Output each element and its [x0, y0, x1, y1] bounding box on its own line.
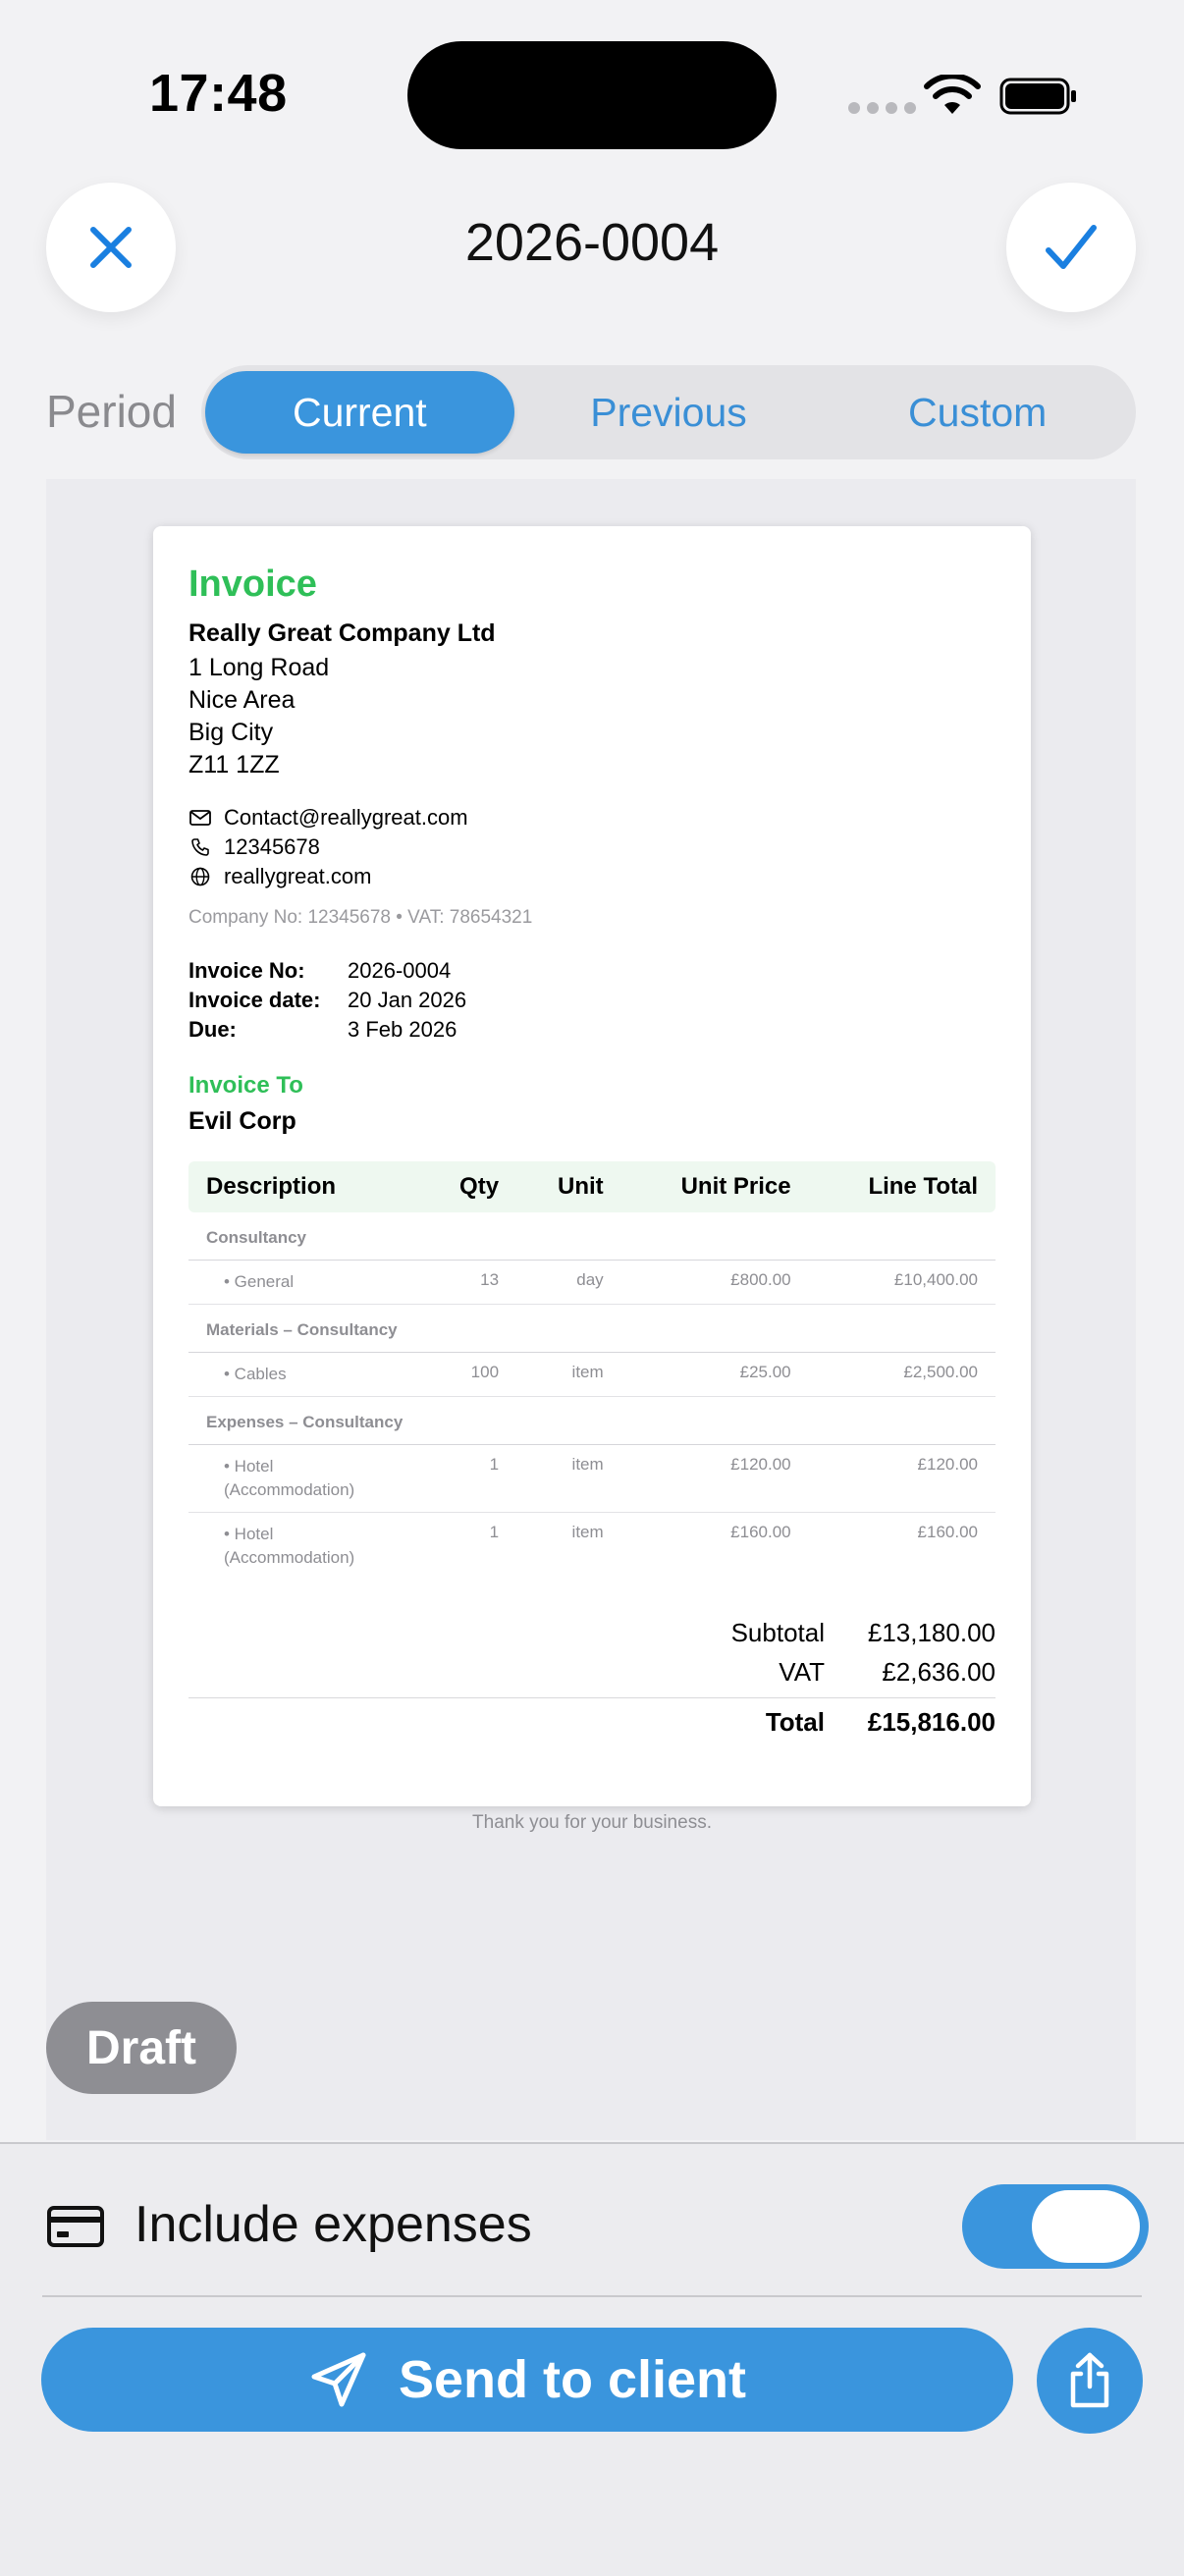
table-row: [188, 1261, 996, 1305]
group-name: Expenses – Consultancy: [188, 1397, 996, 1445]
website-row: [188, 862, 996, 891]
phone-icon: [188, 835, 212, 859]
address-line: Z11 1ZZ: [188, 751, 280, 778]
table-row: [188, 1445, 996, 1513]
due-date-row: [188, 1015, 996, 1045]
company-phone: 12345678: [224, 834, 320, 859]
wifi-icon: [923, 75, 982, 118]
period-segmented-control: [201, 365, 1136, 459]
phone-row: [188, 832, 996, 862]
item-description-line: • Hotel: [224, 1457, 274, 1476]
battery-icon: [999, 77, 1078, 116]
meta-value: 3 Feb 2026: [348, 1017, 457, 1042]
period-label: Period: [46, 386, 177, 437]
invoice-document: [153, 526, 1031, 1833]
invoice-totals: [188, 1613, 996, 1742]
item-description: [188, 1513, 420, 1581]
item-description: [188, 1445, 420, 1513]
invoice-number-row: [188, 956, 996, 986]
item-qty: 1: [489, 1523, 500, 1541]
status-time: 17:48: [149, 64, 288, 123]
invoice-to-label: Invoice To: [188, 1072, 303, 1099]
period-option-current[interactable]: Current: [205, 371, 514, 454]
company-contacts: [188, 803, 996, 891]
status-badge: Draft: [46, 2002, 237, 2094]
item-line-total: £160.00: [917, 1523, 978, 1541]
share-button[interactable]: [1037, 2328, 1143, 2434]
globe-icon: [188, 865, 212, 888]
item-unit-price: £800.00: [621, 1261, 809, 1305]
company-name: Really Great Company Ltd: [188, 619, 496, 647]
column-header-unit-price: Unit Price: [621, 1161, 809, 1212]
period-option-custom[interactable]: Custom: [908, 389, 1048, 435]
group-row: [188, 1397, 996, 1445]
subtotal-value: £13,180.00: [867, 1617, 996, 1647]
meta-label: Invoice No:: [188, 958, 305, 983]
item-unit: item: [571, 1523, 604, 1541]
panel-divider: [42, 2295, 1142, 2297]
thank-you-note: Thank you for your business.: [472, 1812, 712, 1833]
invoice-meta: [188, 956, 996, 1045]
item-line-total: £2,500.00: [809, 1353, 996, 1397]
invoice-date-row: [188, 986, 996, 1015]
subtotal-label: Subtotal: [730, 1617, 825, 1647]
meta-value: 2026-0004: [348, 958, 452, 983]
item-unit: item: [516, 1353, 621, 1397]
item-description-line: (Accommodation): [224, 1548, 355, 1567]
item-description: [188, 1353, 420, 1397]
item-unit-price: £25.00: [621, 1353, 809, 1397]
column-header-qty: Qty: [420, 1161, 516, 1212]
invoice-heading: Invoice: [188, 564, 317, 605]
item-qty: 1: [420, 1445, 516, 1513]
vat-label: VAT: [779, 1656, 825, 1687]
table-row: [188, 1513, 996, 1581]
totals-divider: [188, 1697, 996, 1742]
subtotal-row: [188, 1613, 996, 1652]
mail-icon: [188, 806, 212, 830]
address-line: Big City: [188, 719, 274, 746]
credit-card-icon: [46, 2203, 105, 2250]
column-header-unit: Unit: [516, 1161, 621, 1212]
table-row: [188, 1353, 996, 1397]
vat-value: £2,636.00: [882, 1656, 996, 1687]
invoice-number-title: 2026-0004: [464, 213, 720, 272]
meta-label: Due:: [188, 1017, 237, 1042]
column-header-line-total: Line Total: [809, 1161, 996, 1212]
item-unit: day: [516, 1261, 621, 1305]
vat-row: [188, 1652, 996, 1691]
item-description-line: (Accommodation): [224, 1480, 355, 1499]
dynamic-island: [407, 41, 777, 149]
meta-label: Invoice date:: [188, 988, 321, 1012]
total-label: Total: [765, 1706, 825, 1737]
address-line: Nice Area: [188, 686, 296, 714]
client-name: Evil Corp: [188, 1107, 296, 1135]
total-row: [188, 1702, 996, 1742]
email-row: [188, 803, 996, 832]
item-unit-price: £120.00: [621, 1445, 809, 1513]
close-button[interactable]: [46, 183, 176, 312]
period-option-previous[interactable]: Previous: [590, 389, 747, 435]
item-description-line: • General: [224, 1272, 295, 1291]
confirm-button[interactable]: [1006, 183, 1136, 312]
total-value: £15,816.00: [867, 1706, 996, 1737]
include-expenses-toggle[interactable]: [962, 2184, 1149, 2269]
address-line: 1 Long Road: [188, 654, 330, 681]
send-to-client-button[interactable]: [41, 2328, 1013, 2432]
company-website: reallygreat.com: [224, 864, 372, 888]
company-registration: Company No: 12345678 • VAT: 78654321: [188, 907, 533, 928]
group-name: Materials – Consultancy: [188, 1305, 996, 1353]
item-unit-price: £160.00: [730, 1523, 791, 1541]
send-to-client-label: Send to client: [398, 2350, 747, 2409]
table-header-row: [188, 1161, 996, 1212]
group-row: [188, 1305, 996, 1353]
line-items-table: [188, 1161, 996, 1580]
item-qty: 100: [420, 1353, 516, 1397]
group-name: Consultancy: [188, 1212, 996, 1261]
item-description: [188, 1261, 420, 1305]
paper-plane-icon: [308, 2349, 369, 2410]
item-description-line: • Hotel: [224, 1525, 274, 1543]
item-qty: 13: [420, 1261, 516, 1305]
close-icon: [87, 224, 135, 271]
include-expenses-label: Include expenses: [135, 2196, 532, 2253]
meta-value: 20 Jan 2026: [348, 988, 467, 1012]
toggle-knob: [1032, 2190, 1140, 2263]
share-icon: [1065, 2351, 1114, 2410]
checkmark-icon: [1044, 223, 1099, 272]
company-email: Contact@reallygreat.com: [224, 805, 468, 830]
item-description-line: • Cables: [224, 1365, 287, 1383]
item-line-total: £120.00: [809, 1445, 996, 1513]
item-unit: item: [516, 1445, 621, 1513]
item-line-total: £10,400.00: [809, 1261, 996, 1305]
column-header-description: Description: [188, 1161, 420, 1212]
group-row: [188, 1212, 996, 1261]
cellular-signal-icon: [848, 102, 916, 114]
